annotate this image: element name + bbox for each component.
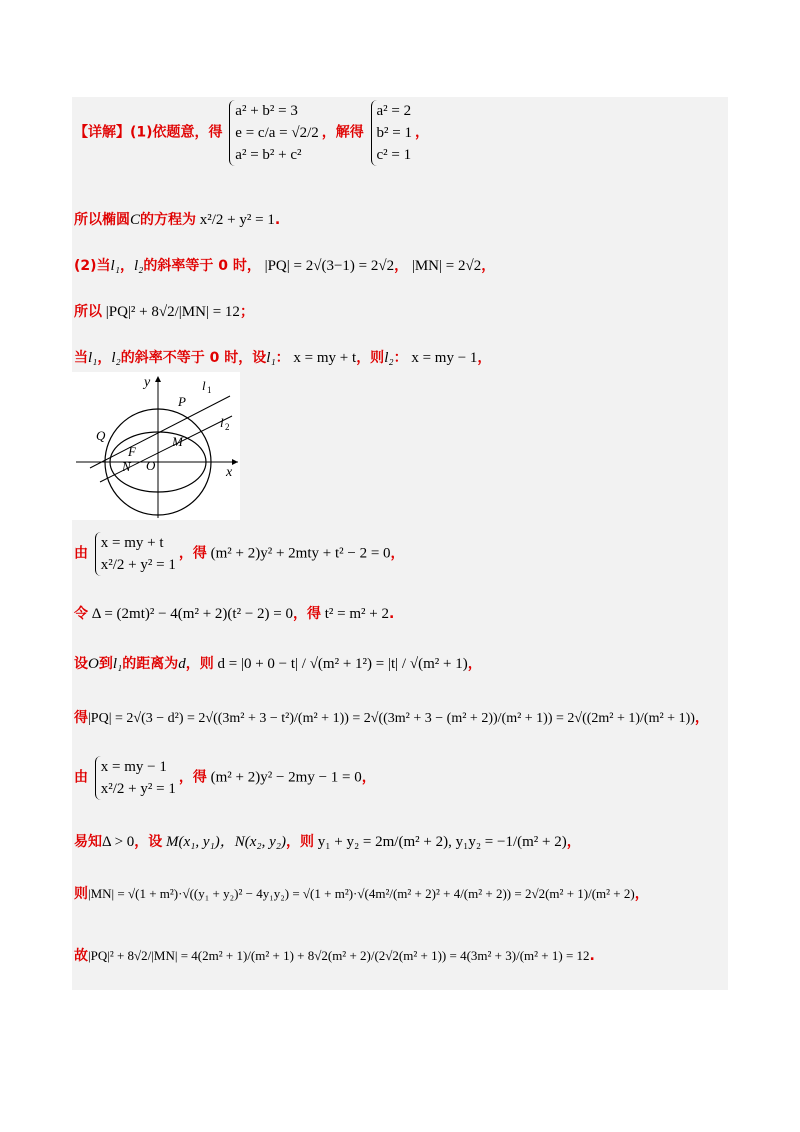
l2-symbol: l₂ bbox=[384, 350, 394, 366]
system4 bbox=[95, 756, 176, 800]
distance-mid: 的距离为 bbox=[122, 656, 179, 672]
label-l1: l bbox=[202, 378, 206, 393]
l2-symbol: l₂ bbox=[111, 350, 121, 366]
case2-l2-eq: x = my − 1 bbox=[411, 350, 478, 366]
quadratic-2: (m² + 2)y² − 2my − 1 = 0 bbox=[210, 769, 362, 786]
case1-text: 的斜率等于 0 时， bbox=[143, 258, 261, 274]
label-O: O bbox=[146, 458, 156, 473]
label-P: P bbox=[178, 394, 186, 409]
label-l2-sub: 2 bbox=[225, 422, 230, 432]
system3-eq-1: x = my + t bbox=[100, 535, 164, 551]
quadratic-1: (m² + 2)y² + 2mty + t² − 2 = 0 bbox=[210, 545, 391, 562]
x-axis-arrow bbox=[232, 459, 238, 465]
case2-l1-eq: x = my + t bbox=[293, 350, 357, 366]
geometry-figure bbox=[72, 372, 240, 520]
conclusion-mid: 的方程为 bbox=[140, 212, 197, 228]
system2-eq-1: a² = 2 bbox=[376, 103, 412, 119]
pq-equation: |PQ| = 2√(3 − d²) = 2√((3m² + 3 − t²)/(m² + 1)) = 2√((3m² + 3 − (m² + 2))/(m² + 1)) = 2√((2m² + 1)/(m² + 1)) bbox=[88, 711, 695, 726]
solve-text: ，解得 bbox=[321, 124, 364, 141]
case2-prefix: 当 bbox=[74, 350, 88, 366]
case1-pq: |PQ| = 2√(3−1) = 2√2 bbox=[264, 258, 395, 274]
l1-symbol: l₁ bbox=[112, 656, 123, 672]
y-axis-arrow bbox=[155, 376, 161, 382]
case1-line: (2)当l₁，l₂的斜率等于 0 时， |PQ| = 2√(3−1) = 2√2， |MN| = 2√2， bbox=[74, 258, 496, 274]
system4-eq-1: x = my − 1 bbox=[100, 759, 167, 775]
system3-eq-2: x²/2 + y² = 1 bbox=[100, 557, 176, 573]
label-Q: Q bbox=[96, 428, 106, 443]
label-l2: l bbox=[220, 415, 224, 430]
l2-symbol: l₂ bbox=[133, 258, 144, 274]
case2-then: ，则 bbox=[356, 350, 385, 366]
system2 bbox=[371, 100, 412, 166]
system1-eq-2: e = c/a = √2/2 bbox=[235, 125, 319, 141]
sys3-prefix: 由 bbox=[74, 545, 88, 562]
label-l1-sub: 1 bbox=[207, 385, 212, 395]
sys4-get: ，得 bbox=[178, 769, 207, 786]
distance-then: ，则 bbox=[185, 656, 214, 672]
conclusion-prefix: 所以椭圆 bbox=[74, 212, 130, 228]
label-F: F bbox=[128, 444, 136, 459]
distance-equation: d = |0 + 0 − t| / √(m² + 1²) = |t| / √(m² + 1) bbox=[217, 656, 468, 672]
delta-prefix: 令 bbox=[74, 606, 88, 622]
l1-symbol: l₁ bbox=[110, 258, 120, 274]
mn-equation: |MN| = √(1 + m²)·√((y₁ + y₂)² − 4y₁y₂) = √(1 + m²)·√(4m²/(m² + 2)² + 4/(m² + 2)) = 2√2(m² + 1)/(m² + 2) bbox=[88, 886, 635, 901]
line-l1 bbox=[90, 396, 230, 468]
label-N: N bbox=[122, 459, 131, 474]
sys4-prefix: 由 bbox=[74, 769, 88, 786]
label-x: x bbox=[226, 465, 233, 480]
distance-prefix: 设 bbox=[74, 656, 88, 672]
system2-eq-2: b² = 1 bbox=[376, 125, 412, 141]
pq-prefix: 得 bbox=[74, 710, 88, 726]
vieta-then: ，则 bbox=[286, 834, 315, 850]
final-prefix: 故 bbox=[74, 948, 88, 964]
l1-symbol: l₁ bbox=[88, 350, 98, 366]
sys4-line: 由 x = my − 1 x²/2 + y² = 1 ，得 (m² + 2)y² − 2my − 1 = 0， bbox=[74, 756, 376, 800]
case1-prefix: (2)当 bbox=[74, 258, 111, 274]
distance-to: 到 bbox=[98, 656, 113, 672]
part1-label: (1)依题意，得 bbox=[130, 124, 223, 141]
label-y: y bbox=[144, 375, 151, 390]
case2-line: 当l₁，l₂的斜率不等于 0 时，设l₁： x = my + t，则l₂： x = my − 1， bbox=[74, 350, 492, 366]
system1-eq-1: a² + b² = 3 bbox=[235, 103, 298, 119]
vieta-set: ，设 bbox=[134, 834, 163, 850]
distance-O: O bbox=[88, 656, 99, 672]
mn-prefix: 则 bbox=[74, 886, 88, 902]
system3 bbox=[95, 532, 176, 576]
system1-eq-3: a² = b² + c² bbox=[235, 147, 302, 163]
distance-d: d bbox=[178, 656, 186, 672]
vieta-equation: y₁ + y₂ = 2m/(m² + 2), y₁y₂ = −1/(m² + 2) bbox=[317, 834, 567, 850]
vieta-prefix: 易知 bbox=[74, 834, 102, 850]
curve-name: C bbox=[130, 212, 141, 228]
system1 bbox=[229, 100, 318, 166]
vieta-delta: Δ > 0 bbox=[102, 834, 135, 850]
distance-line: 设O到l₁的距离为d，则 d = |0 + 0 − t| / √(m² + 1²) = |t| / √(m² + 1)， bbox=[74, 656, 482, 672]
pq-line: 得|PQ| = 2√(3 − d²) = 2√((3m² + 3 − t²)/(m² + 1)) = 2√((3m² + 3 − (m² + 2))/(m² + 1)) = 2√((2m² + 1)/(m² + 1))， bbox=[74, 710, 709, 726]
vieta-line: 易知Δ > 0，设 M(x₁, y₁)，N(x₂, y₂)，则 y₁ + y₂ = 2m/(m² + 2), y₁y₂ = −1/(m² + 2)， bbox=[74, 834, 581, 850]
final-line: 故|PQ|² + 8√2/|MN| = 4(2m² + 1)/(m² + 1) + 8√2(m² + 2)/(2√2(m² + 1)) = 4(3m² + 3)/(m² + 1) = 12. bbox=[74, 948, 595, 964]
ellipse-conclusion: 所以椭圆C的方程为 x²/2 + y² = 1. bbox=[74, 212, 281, 228]
delta-equation: Δ = (2mt)² − 4(m² + 2)(t² − 2) = 0 bbox=[91, 606, 293, 622]
detail-label: 【详解】 bbox=[74, 124, 130, 141]
vieta-points: M(x₁, y₁)，N(x₂, y₂) bbox=[166, 834, 287, 850]
case1-result-line: 所以 |PQ|² + 8√2/|MN| = 12； bbox=[74, 304, 254, 320]
case2-text: 的斜率不等于 0 时，设 bbox=[120, 350, 267, 366]
figure-svg bbox=[72, 372, 240, 520]
l1-symbol: l₁ bbox=[266, 350, 276, 366]
system4-eq-2: x²/2 + y² = 1 bbox=[100, 781, 176, 797]
label-M: M bbox=[172, 434, 183, 449]
delta-line: 令 Δ = (2mt)² − 4(m² + 2)(t² − 2) = 0，得 t² = m² + 2. bbox=[74, 606, 395, 622]
case1-result-prefix: 所以 bbox=[74, 304, 102, 320]
sys3-get: ，得 bbox=[178, 545, 207, 562]
system2-eq-3: c² = 1 bbox=[376, 147, 412, 163]
t-result: t² = m² + 2 bbox=[324, 606, 389, 622]
case1-result: |PQ|² + 8√2/|MN| = 12 bbox=[105, 304, 240, 320]
ellipse-equation: x²/2 + y² = 1 bbox=[199, 212, 275, 228]
mn-line: 则|MN| = √(1 + m²)·√((y₁ + y₂)² − 4y₁y₂) = √(1 + m²)·√(4m²/(m² + 2)² + 4/(m² + 2)) = 2√2(m² + 1)/(m² + 2)， bbox=[74, 886, 649, 902]
sys3-line: 由 x = my + t x²/2 + y² = 1 ，得 (m² + 2)y² + 2mty + t² − 2 = 0， bbox=[74, 532, 405, 576]
final-equation: |PQ|² + 8√2/|MN| = 4(2m² + 1)/(m² + 1) + 8√2(m² + 2)/(2√2(m² + 1)) = 4(3m² + 3)/(m² + 1) = 12 bbox=[88, 948, 590, 963]
part1-line: 【详解】(1)依题意，得 a² + b² = 3 e = c/a = √2/2 a² = b² + c² ，解得 a² = 2 b² = 1 c² = 1 ， bbox=[74, 100, 429, 166]
delta-get: ，得 bbox=[293, 606, 321, 622]
case1-mn: |MN| = 2√2 bbox=[411, 258, 482, 274]
